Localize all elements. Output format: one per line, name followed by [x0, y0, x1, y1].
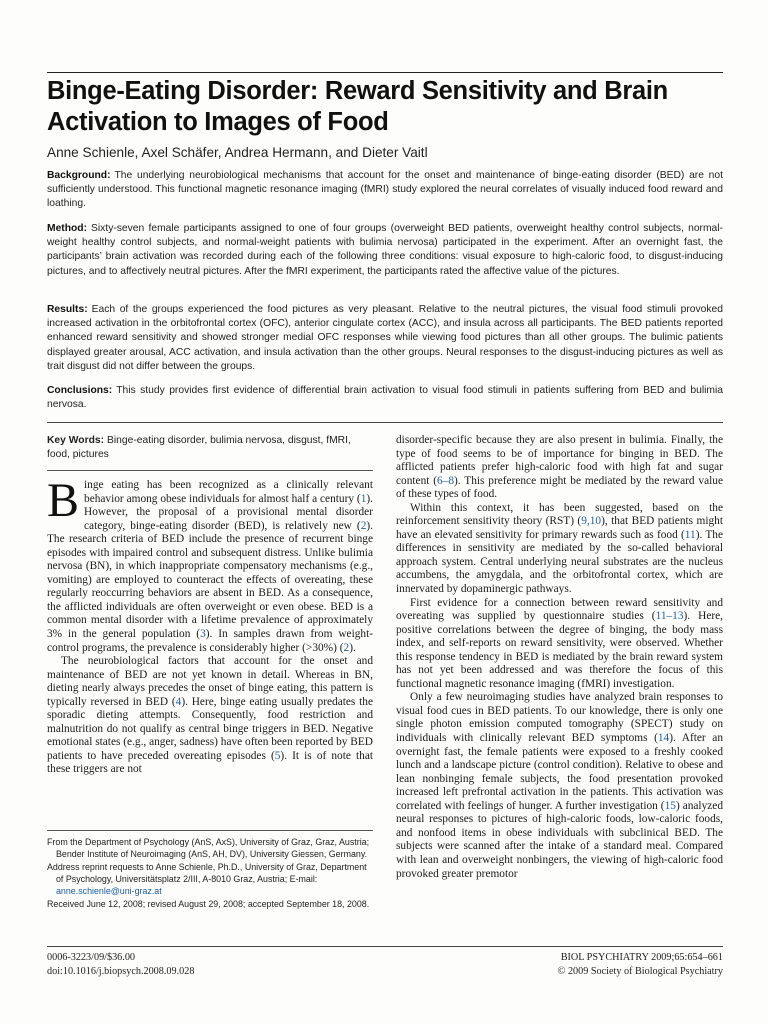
body-text: ). In samples drawn from weight-control programs, the prevalence is considerably higher (>30%) (: [47, 628, 373, 654]
citation-link[interactable]: 1: [360, 492, 367, 505]
key-words-label: Key Words:: [47, 435, 105, 446]
footer-left: [47, 951, 377, 978]
copyright: © 2009 Society of Biological Psychiatry: [557, 965, 723, 977]
body-paragraph: [396, 434, 723, 502]
body-text: First evidence for a connection between reward sensitivity and overeating was supplied by questionnaire studies (: [396, 596, 723, 623]
body-text: inge eating has been recognized as a clinically relevant behavior among obese individuals for almost half a century (: [84, 479, 373, 505]
body-text: ). This preference might be mediated by the reward value of these types of food.: [396, 474, 723, 501]
abstract-background-text: The underlying neurobiological mechanisms that account for the onset and maintenance of binge-eating disorder (BED) are not sufficiently understood. This functional magnetic resonance imaging (fMRI) study explored the neural correlates of visually induced food reward and loathing.: [47, 170, 723, 210]
citation-link[interactable]: 9,10: [581, 515, 602, 528]
citation-link[interactable]: 5: [274, 749, 281, 762]
citation-link[interactable]: 4: [175, 695, 182, 708]
body-text: The neurobiological factors that account for the onset and maintenance of BED are not yet known in detail. Whereas in BN, dieting nearly always precedes the onset of binge eating, this pattern is typically reversed in BED (: [47, 655, 373, 708]
citation-link[interactable]: 2: [360, 519, 367, 532]
citation-link[interactable]: 6–8: [437, 474, 455, 487]
citation-link[interactable]: 11: [684, 528, 696, 541]
footnote-divider: [47, 830, 373, 831]
abstract-background-label: Background:: [47, 170, 111, 181]
citation-link[interactable]: 14: [657, 732, 670, 745]
body-paragraph: [396, 502, 723, 597]
abstract-divider: [47, 422, 723, 423]
body-text: Within this context, it has been suggested, based on the reinforcement sensitivity theory (RST) (: [396, 501, 723, 528]
footnote-received: Received June 12, 2008; revised August 29, 2008; accepted September 18, 2008.: [47, 899, 370, 909]
drop-cap: B: [47, 474, 80, 527]
body-text: ). However, the proposal of a provisional mental disorder category, binge-eating disorder (BED), is relatively new (: [84, 492, 373, 532]
body-text: ). It is of note that these triggers are not: [47, 749, 374, 776]
journal-citation: BIOL PSYCHIATRY 2009;65:654–661: [560, 952, 723, 963]
abstract-results-text: Each of the groups experienced the food pictures as very pleasant. Relative to the neutral pictures, the visual food stimuli provoked increased activation in the orbitofrontal cortex (OFC), anterior cingulate cortex (ACC), and insula across all participants. The BED patients reported enhanced reward sensitivity and showed stronger medial OFC responses while viewing food pictures than all other groups. The bulimic patients displayed greater arousal, ACC activation, and insula activation than the other groups. Neural responses to the disgust-inducing pictures as well as trait disgust did not differ between the groups.: [47, 304, 723, 372]
doi: doi:10.1016/j.biopsych.2008.09.028: [47, 965, 195, 977]
citation-link[interactable]: 11–13: [655, 610, 684, 623]
email-link[interactable]: anne.schienle@uni-graz.at: [56, 886, 162, 896]
body-text: ) analyzed neural responses to pictures of high-caloric foods, low-caloric foods, and nonfood items in obese individuals with subclinical BED. The subjects were scanned after the intake of a standard meal. Compared with lean and overweight nonbingers, the viewing of high-caloric food provoked greater premotor: [396, 799, 724, 880]
citation-link[interactable]: 2: [343, 641, 350, 654]
abstract-conclusions: [47, 384, 723, 412]
footnote-affiliation: From the Department of Psychology (AnS, AxS), University of Graz, Graz, Austria; Bender Institute of Neuroimaging (AnS, AH, DV), University Giessen, Germany.: [47, 837, 370, 859]
body-paragraph: [47, 474, 373, 655]
abstract-background: [47, 169, 723, 212]
footer-right: [393, 951, 723, 978]
key-words-text: Binge-eating disorder, bulimia nervosa, disgust, fMRI, food, pictures: [47, 435, 351, 460]
body-text: ), that BED patients might have an elevated sensitivity for primary rewards such as food (: [396, 515, 723, 541]
footnote-reprint: [47, 861, 373, 897]
body-paragraph: [396, 691, 723, 881]
body-paragraph: [47, 655, 373, 777]
body-text: ).: [349, 641, 356, 654]
citation-link[interactable]: 15: [664, 799, 676, 812]
body-right-column: [396, 434, 723, 881]
key-words: [47, 434, 373, 462]
top-rule: [47, 72, 723, 73]
body-text: ). Here, binge eating usually predates the sporadic dieting attempts. Consequently, food restriction and malnutrition do not qualify as central binge triggers in BED. Negative emotional states (e.g., anger, sadness) have often been reported by BED patients to have preceded overeating episodes (: [47, 695, 373, 762]
body-text: ). The differences in sensitivity are mediated by the so-called behavioral approach system. Central underlying neural substrates are the nucleus accumbens, the amygdala, and the orbitofrontal cortex, which are innervated by dopaminergic pathways.: [396, 528, 723, 596]
body-text: disorder-specific because they are also present in bulimia. Finally, the type of food seems to be of importance for binging in BED. The afflicted patients prefer high-caloric food with high fat and sugar content (: [396, 434, 723, 487]
abstract-conclusions-text: This study provides first evidence of differential brain activation to visual food stimuli in patients suffering from BED and bulimia nervosa.: [47, 385, 723, 411]
body-text: ). The research criteria of BED include the presence of recurrent binge episodes with impaired control and subsequent distress. Unlike bulimia nervosa (BN), in which inappropriate compensatory mechanisms (e.g., vomiting) are employed to counteract the effects of overeating, these regularly reoccurring behaviors are absent in BED. As a consequence, the afflicted individuals are often overweight or even obese. BED is a common mental disorder with a lifetime prevalence of approximately 3% in the general population (: [47, 519, 373, 641]
abstract-results: [47, 303, 723, 374]
abstract-method-text: Sixty-seven female participants assigned to one of four groups (overweight BED patients, overweight healthy control subjects, normal-weight healthy control subjects, and normal-weight patients with bulimia nervosa) participated in the experiment. After an overnight fast, the participants’ brain activation was recorded during each of the following three conditions: visual exposure to high-caloric food, to disgust-inducing pictures, and to affectively neutral pictures. After the fMRI experiment, the participants rated the affective value of the pictures.: [47, 223, 723, 277]
abstract-results-label: Results:: [47, 304, 88, 315]
article-authors: Anne Schienle, Axel Schäfer, Andrea Hermann, and Dieter Vaitl: [47, 145, 428, 160]
body-text: Only a few neuroimaging studies have analyzed brain responses to visual food cues in BED patients. To our knowledge, there is only one single photon emission computed tomography (SPECT) study on individuals with clinically relevant BED symptoms (: [396, 691, 723, 745]
body-text: ). Here, positive correlations between the degree of binging, the body mass index, and self-reports on reward sensitivity, were observed. Whether this response tendency in BED is mediated by the brain reward system has not yet been addressed and was therefore the focus of this functional magnetic resonance imaging (fMRI) investigation.: [396, 610, 723, 690]
issn: 0006-3223/09/$36.00: [47, 952, 136, 963]
footnotes: [47, 836, 373, 911]
body-left-column: [47, 474, 374, 777]
body-paragraph: [396, 597, 723, 692]
article-title: Binge-Eating Disorder: Reward Sensitivity and Brain Activation to Images of Food: [47, 77, 668, 136]
abstract-conclusions-label: Conclusions:: [47, 385, 113, 396]
footnote-reprint-text: Address reprint requests to Anne Schienle, Ph.D., University of Graz, Department of Psychology, Universitätsplatz 2/III, A-8010 Graz, Austria; E-mail:: [47, 862, 367, 884]
body-text: ). After an overnight fast, the female patients were exposed to a freshly cooked lunch and a landscape picture (control condition). Relative to obese and lean nonbinging female subjects, the food presentation provoked increased left prefrontal activation in the patients. This activation was correlated with feelings of hunger. A further investigation (: [396, 732, 723, 812]
abstract-method-label: Method:: [47, 223, 88, 234]
key-words-divider: [47, 470, 373, 471]
citation-link[interactable]: 3: [200, 628, 206, 641]
abstract-method: [47, 222, 723, 279]
footer-divider: [47, 946, 723, 947]
